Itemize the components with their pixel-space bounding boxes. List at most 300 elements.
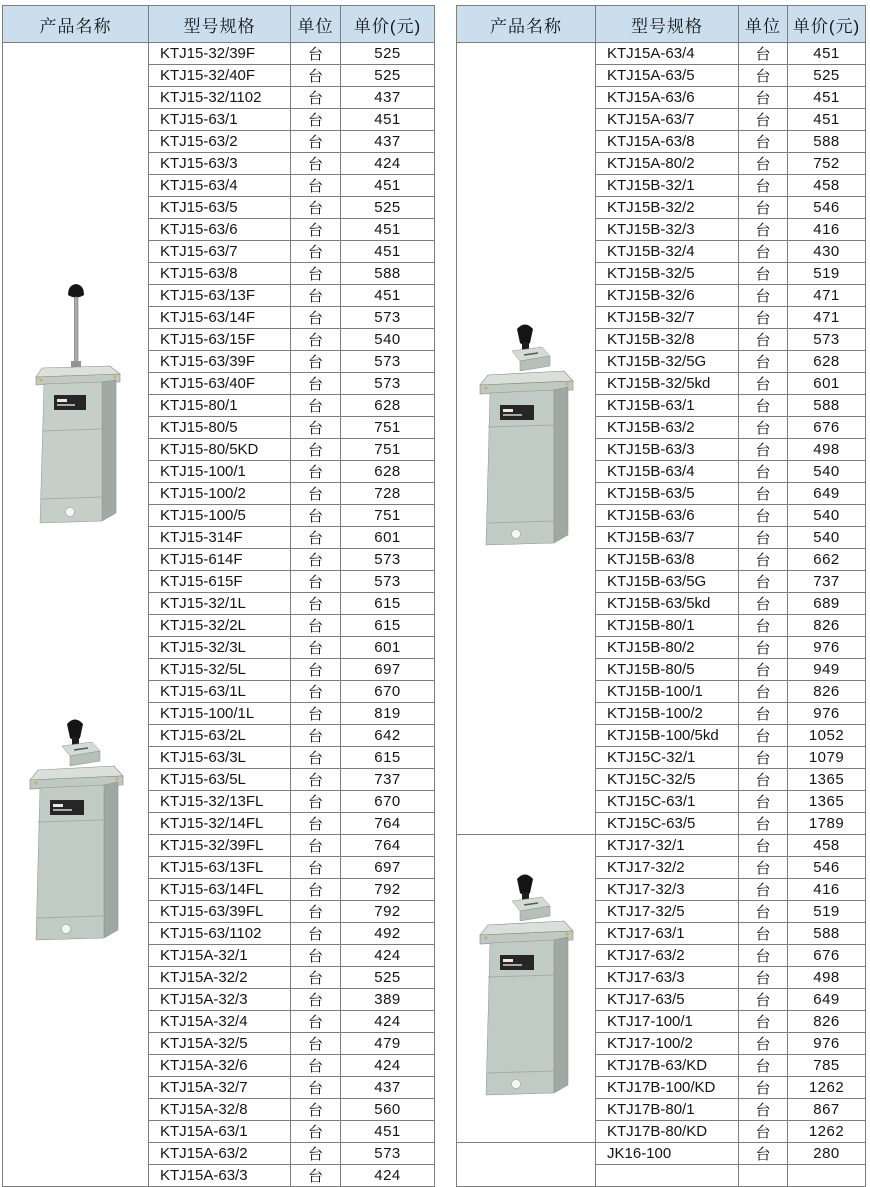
price-cell: 430 xyxy=(788,241,866,263)
unit-cell: 台 xyxy=(291,1121,341,1143)
header-row xyxy=(457,6,866,43)
unit-cell: 台 xyxy=(291,307,341,329)
unit-cell: 台 xyxy=(291,989,341,1011)
unit-cell: 台 xyxy=(739,219,788,241)
model-cell: KTJ15B-63/5 xyxy=(596,483,739,505)
model-cell: KTJ15C-32/1 xyxy=(596,747,739,769)
model-cell: KTJ15-63/2L xyxy=(149,725,291,747)
unit-cell: 台 xyxy=(739,835,788,857)
table-row xyxy=(457,835,866,857)
col-header-unit: 单位 xyxy=(291,6,341,43)
unit-cell: 台 xyxy=(739,857,788,879)
price-cell: 588 xyxy=(788,131,866,153)
price-cell: 451 xyxy=(341,285,435,307)
model-cell: KTJ15-32/1102 xyxy=(149,87,291,109)
model-cell: KTJ17B-100/KD xyxy=(596,1077,739,1099)
lever-knob-icon xyxy=(68,284,84,298)
unit-cell: 台 xyxy=(291,285,341,307)
unit-cell: 台 xyxy=(739,945,788,967)
model-cell: KTJ15-63/13F xyxy=(149,285,291,307)
model-cell: KTJ15B-32/3 xyxy=(596,219,739,241)
price-cell: 751 xyxy=(341,439,435,461)
unit-cell: 台 xyxy=(739,483,788,505)
model-cell: KTJ15B-32/8 xyxy=(596,329,739,351)
price-cell: 540 xyxy=(788,461,866,483)
price-cell: 573 xyxy=(341,571,435,593)
unit-cell: 台 xyxy=(291,945,341,967)
model-cell: KTJ15A-32/2 xyxy=(149,967,291,989)
unit-cell: 台 xyxy=(739,417,788,439)
model-cell: KTJ15-63/14F xyxy=(149,307,291,329)
price-cell: 498 xyxy=(788,967,866,989)
unit-cell: 台 xyxy=(291,637,341,659)
price-cell: 751 xyxy=(341,505,435,527)
unit-cell: 台 xyxy=(739,659,788,681)
price-cell: 280 xyxy=(788,1143,866,1165)
price-cell: 792 xyxy=(341,879,435,901)
model-cell: KTJ15-63/1L xyxy=(149,681,291,703)
price-cell: 697 xyxy=(341,659,435,681)
price-cell: 437 xyxy=(341,1077,435,1099)
price-cell: 752 xyxy=(788,153,866,175)
unit-cell: 台 xyxy=(291,131,341,153)
model-cell: JK16-100 xyxy=(596,1143,739,1165)
unit-cell: 台 xyxy=(739,197,788,219)
price-cell: 546 xyxy=(788,197,866,219)
price-cell: 451 xyxy=(788,43,866,65)
model-cell: KTJ15-614F xyxy=(149,549,291,571)
unit-cell: 台 xyxy=(291,967,341,989)
model-cell: KTJ15A-32/7 xyxy=(149,1077,291,1099)
price-cell: 826 xyxy=(788,681,866,703)
price-cell: 458 xyxy=(788,835,866,857)
model-cell: KTJ15-63/5 xyxy=(149,197,291,219)
unit-cell: 台 xyxy=(291,1055,341,1077)
price-cell: 1365 xyxy=(788,769,866,791)
unit-cell: 台 xyxy=(739,571,788,593)
model-cell: KTJ15C-32/5 xyxy=(596,769,739,791)
price-table-left xyxy=(2,5,435,1187)
unit-cell: 台 xyxy=(291,505,341,527)
price-cell: 540 xyxy=(788,505,866,527)
unit-cell: 台 xyxy=(291,175,341,197)
model-cell: KTJ15-63/3 xyxy=(149,153,291,175)
price-cell: 540 xyxy=(788,527,866,549)
model-cell: KTJ15A-63/6 xyxy=(596,87,739,109)
knob-controller-image xyxy=(476,871,576,1103)
unit-cell: 台 xyxy=(291,703,341,725)
mushroom-knob-icon xyxy=(517,874,533,895)
model-cell: KTJ15-63/4 xyxy=(149,175,291,197)
product-name-cell xyxy=(457,43,596,835)
unit-cell: 台 xyxy=(739,901,788,923)
price-cell: 389 xyxy=(341,989,435,1011)
unit-cell: 台 xyxy=(291,835,341,857)
model-cell: KTJ15-100/2 xyxy=(149,483,291,505)
unit-cell: 台 xyxy=(739,769,788,791)
lever-controller-image xyxy=(28,281,124,531)
unit-cell: 台 xyxy=(739,1121,788,1143)
unit-cell: 台 xyxy=(291,549,341,571)
unit-cell: 台 xyxy=(291,65,341,87)
model-cell: KTJ15B-80/1 xyxy=(596,615,739,637)
unit-cell: 台 xyxy=(291,43,341,65)
model-cell: KTJ15-80/5 xyxy=(149,417,291,439)
unit-cell: 台 xyxy=(291,659,341,681)
model-cell: KTJ15-32/3L xyxy=(149,637,291,659)
price-cell: 471 xyxy=(788,285,866,307)
price-cell: 751 xyxy=(341,417,435,439)
model-cell: KTJ15-63/8 xyxy=(149,263,291,285)
unit-cell: 台 xyxy=(739,285,788,307)
model-cell: KTJ15B-100/2 xyxy=(596,703,739,725)
price-cell: 819 xyxy=(341,703,435,725)
unit-cell: 台 xyxy=(739,241,788,263)
unit-cell: 台 xyxy=(291,395,341,417)
model-cell: KTJ15-63/1102 xyxy=(149,923,291,945)
model-cell: KTJ15B-63/2 xyxy=(596,417,739,439)
col-header-product-name: 产品名称 xyxy=(3,6,149,43)
price-table-right-body xyxy=(457,43,866,1187)
unit-cell: 台 xyxy=(291,725,341,747)
price-cell: 424 xyxy=(341,1165,435,1187)
price-cell: 416 xyxy=(788,879,866,901)
price-cell: 976 xyxy=(788,703,866,725)
product-photo-stack xyxy=(26,281,126,948)
unit-cell: 台 xyxy=(739,549,788,571)
model-cell: KTJ15-63/2 xyxy=(149,131,291,153)
knob-controller-image xyxy=(476,321,576,553)
unit-cell: 台 xyxy=(739,43,788,65)
model-cell: KTJ15B-80/2 xyxy=(596,637,739,659)
unit-cell: 台 xyxy=(739,1033,788,1055)
unit-cell: 台 xyxy=(291,813,341,835)
price-cell: 588 xyxy=(788,923,866,945)
price-cell: 826 xyxy=(788,615,866,637)
model-cell: KTJ15B-63/8 xyxy=(596,549,739,571)
price-cell: 525 xyxy=(341,43,435,65)
unit-cell: 台 xyxy=(739,87,788,109)
model-cell: KTJ15B-100/1 xyxy=(596,681,739,703)
price-cell: 492 xyxy=(341,923,435,945)
price-cell: 615 xyxy=(341,747,435,769)
price-cell: 1052 xyxy=(788,725,866,747)
model-cell: KTJ15-80/5KD xyxy=(149,439,291,461)
unit-cell: 台 xyxy=(291,923,341,945)
unit-cell: 台 xyxy=(739,593,788,615)
unit-cell: 台 xyxy=(739,1099,788,1121)
model-cell: KTJ15-32/5L xyxy=(149,659,291,681)
model-cell: KTJ15C-63/1 xyxy=(596,791,739,813)
price-cell: 785 xyxy=(788,1055,866,1077)
col-header-product-name: 产品名称 xyxy=(457,6,596,43)
price-cell: 573 xyxy=(341,307,435,329)
price-cell: 458 xyxy=(788,175,866,197)
price-table-left-body xyxy=(3,43,435,1187)
model-cell: KTJ15A-63/2 xyxy=(149,1143,291,1165)
product-photo-stack xyxy=(476,871,576,1103)
model-cell: KTJ15-63/6 xyxy=(149,219,291,241)
price-cell: 676 xyxy=(788,945,866,967)
unit-cell: 台 xyxy=(291,769,341,791)
unit-cell: 台 xyxy=(291,263,341,285)
col-header-unit-price: 单价(元) xyxy=(788,6,866,43)
price-cell: 601 xyxy=(341,637,435,659)
unit-cell: 台 xyxy=(291,197,341,219)
unit-cell: 台 xyxy=(291,109,341,131)
model-cell: KTJ15-80/1 xyxy=(149,395,291,417)
header-row xyxy=(3,6,435,43)
model-cell: KTJ15-100/1 xyxy=(149,461,291,483)
unit-cell: 台 xyxy=(739,1011,788,1033)
price-cell: 628 xyxy=(341,395,435,417)
product-name-cell xyxy=(457,835,596,1143)
model-cell: KTJ15A-63/1 xyxy=(149,1121,291,1143)
model-cell: KTJ17-32/5 xyxy=(596,901,739,923)
price-cell: 424 xyxy=(341,1055,435,1077)
model-cell: KTJ15B-32/1 xyxy=(596,175,739,197)
price-cell: 792 xyxy=(341,901,435,923)
model-cell: KTJ15B-63/4 xyxy=(596,461,739,483)
price-cell: 628 xyxy=(341,461,435,483)
unit-cell: 台 xyxy=(291,1011,341,1033)
price-cell: 437 xyxy=(341,87,435,109)
unit-cell: 台 xyxy=(291,615,341,637)
unit-cell: 台 xyxy=(291,329,341,351)
price-cell: 1789 xyxy=(788,813,866,835)
unit-cell: 台 xyxy=(739,923,788,945)
model-cell: KTJ15-63/39F xyxy=(149,351,291,373)
unit-cell: 台 xyxy=(291,879,341,901)
unit-cell: 台 xyxy=(739,505,788,527)
unit-cell: 台 xyxy=(739,1055,788,1077)
model-cell: KTJ15-32/40F xyxy=(149,65,291,87)
unit-cell: 台 xyxy=(291,241,341,263)
price-cell: 728 xyxy=(341,483,435,505)
price-cell: 451 xyxy=(341,219,435,241)
col-header-model-spec: 型号规格 xyxy=(596,6,739,43)
unit-cell: 台 xyxy=(739,395,788,417)
price-cell: 1365 xyxy=(788,791,866,813)
product-name-cell xyxy=(457,1143,596,1187)
price-cell: 676 xyxy=(788,417,866,439)
price-cell: 416 xyxy=(788,219,866,241)
model-cell: KTJ17-63/1 xyxy=(596,923,739,945)
price-cell: 697 xyxy=(341,857,435,879)
unit-cell: 台 xyxy=(739,681,788,703)
price-cell: 560 xyxy=(341,1099,435,1121)
price-cell: 764 xyxy=(341,835,435,857)
unit-cell: 台 xyxy=(739,65,788,87)
table-row xyxy=(457,43,866,65)
price-cell: 451 xyxy=(341,241,435,263)
price-cell: 588 xyxy=(788,395,866,417)
unit-cell: 台 xyxy=(291,483,341,505)
unit-cell: 台 xyxy=(739,461,788,483)
model-cell: KTJ17-100/1 xyxy=(596,1011,739,1033)
price-cell: 573 xyxy=(341,351,435,373)
model-cell: KTJ15-100/5 xyxy=(149,505,291,527)
col-header-unit-price: 单价(元) xyxy=(341,6,435,43)
unit-cell: 台 xyxy=(291,373,341,395)
price-cell: 826 xyxy=(788,1011,866,1033)
price-cell: 1262 xyxy=(788,1077,866,1099)
mushroom-knob-icon xyxy=(67,720,83,741)
price-cell: 573 xyxy=(341,549,435,571)
unit-cell: 台 xyxy=(291,1143,341,1165)
model-cell: KTJ15B-63/6 xyxy=(596,505,739,527)
price-cell: 949 xyxy=(788,659,866,681)
price-cell: 451 xyxy=(341,109,435,131)
mushroom-knob-icon xyxy=(517,324,533,345)
model-cell: KTJ15B-32/7 xyxy=(596,307,739,329)
price-cell: 867 xyxy=(788,1099,866,1121)
unit-cell: 台 xyxy=(291,417,341,439)
model-cell: KTJ15A-80/2 xyxy=(596,153,739,175)
model-cell: KTJ15A-32/1 xyxy=(149,945,291,967)
model-cell: KTJ15-314F xyxy=(149,527,291,549)
model-cell: KTJ15B-63/7 xyxy=(596,527,739,549)
model-cell: KTJ17B-80/1 xyxy=(596,1099,739,1121)
unit-cell: 台 xyxy=(291,87,341,109)
unit-cell: 台 xyxy=(739,329,788,351)
model-cell: KTJ15-63/3L xyxy=(149,747,291,769)
unit-cell: 台 xyxy=(291,153,341,175)
price-cell: 525 xyxy=(341,967,435,989)
model-cell: KTJ15B-63/5G xyxy=(596,571,739,593)
model-cell: KTJ15B-63/5kd xyxy=(596,593,739,615)
model-cell: KTJ15-63/40F xyxy=(149,373,291,395)
model-cell: KTJ15A-32/6 xyxy=(149,1055,291,1077)
unit-cell: 台 xyxy=(739,439,788,461)
table-row xyxy=(3,43,435,65)
unit-cell: 台 xyxy=(739,109,788,131)
unit-cell: 台 xyxy=(291,527,341,549)
price-cell: 628 xyxy=(788,351,866,373)
unit-cell: 台 xyxy=(291,747,341,769)
model-cell: KTJ15B-80/5 xyxy=(596,659,739,681)
price-cell: 649 xyxy=(788,989,866,1011)
model-cell: KTJ17-63/5 xyxy=(596,989,739,1011)
unit-cell: 台 xyxy=(739,351,788,373)
price-cell: 519 xyxy=(788,901,866,923)
unit-cell: 台 xyxy=(291,791,341,813)
model-cell: KTJ15B-32/5 xyxy=(596,263,739,285)
model-cell: KTJ17B-63/KD xyxy=(596,1055,739,1077)
model-cell: KTJ15-63/5L xyxy=(149,769,291,791)
table-row xyxy=(457,1143,866,1165)
price-table-right xyxy=(456,5,866,1187)
unit-cell: 台 xyxy=(291,901,341,923)
model-cell: KTJ15B-32/6 xyxy=(596,285,739,307)
price-cell: 649 xyxy=(788,483,866,505)
price-cell: 424 xyxy=(341,1011,435,1033)
model-cell: KTJ15B-32/5G xyxy=(596,351,739,373)
model-cell: KTJ15B-100/5kd xyxy=(596,725,739,747)
price-cell: 737 xyxy=(788,571,866,593)
model-cell: KTJ15A-32/8 xyxy=(149,1099,291,1121)
model-cell: KTJ17-63/3 xyxy=(596,967,739,989)
price-cell xyxy=(788,1165,866,1187)
price-cell: 689 xyxy=(788,593,866,615)
price-cell: 573 xyxy=(341,373,435,395)
unit-cell: 台 xyxy=(291,593,341,615)
price-cell: 976 xyxy=(788,637,866,659)
model-cell: KTJ17-63/2 xyxy=(596,945,739,967)
price-cell: 479 xyxy=(341,1033,435,1055)
product-photo-stack xyxy=(476,321,576,553)
unit-cell: 台 xyxy=(291,681,341,703)
price-cell: 424 xyxy=(341,153,435,175)
price-cell: 662 xyxy=(788,549,866,571)
unit-cell: 台 xyxy=(739,703,788,725)
price-cell: 471 xyxy=(788,307,866,329)
col-header-model-spec: 型号规格 xyxy=(149,6,291,43)
model-cell: KTJ15-32/39F xyxy=(149,43,291,65)
price-cell: 642 xyxy=(341,725,435,747)
price-cell: 1079 xyxy=(788,747,866,769)
unit-cell: 台 xyxy=(291,439,341,461)
price-cell: 601 xyxy=(341,527,435,549)
unit-cell: 台 xyxy=(739,263,788,285)
price-cell: 525 xyxy=(341,65,435,87)
unit-cell: 台 xyxy=(291,857,341,879)
model-cell: KTJ15A-63/8 xyxy=(596,131,739,153)
price-cell: 573 xyxy=(341,1143,435,1165)
unit-cell: 台 xyxy=(291,1077,341,1099)
unit-cell: 台 xyxy=(739,527,788,549)
price-cell: 451 xyxy=(788,109,866,131)
model-cell: KTJ15-32/1L xyxy=(149,593,291,615)
model-cell: KTJ15-32/2L xyxy=(149,615,291,637)
model-cell: KTJ15C-63/5 xyxy=(596,813,739,835)
model-cell: KTJ17-100/2 xyxy=(596,1033,739,1055)
model-cell: KTJ15A-32/3 xyxy=(149,989,291,1011)
price-cell: 588 xyxy=(341,263,435,285)
price-cell: 601 xyxy=(788,373,866,395)
unit-cell: 台 xyxy=(739,1143,788,1165)
unit-cell: 台 xyxy=(739,153,788,175)
unit-cell: 台 xyxy=(739,637,788,659)
price-cell: 615 xyxy=(341,615,435,637)
col-header-unit: 单位 xyxy=(739,6,788,43)
model-cell: KTJ15A-63/3 xyxy=(149,1165,291,1187)
model-cell: KTJ17B-80/KD xyxy=(596,1121,739,1143)
model-cell: KTJ15-63/14FL xyxy=(149,879,291,901)
model-cell: KTJ15A-63/4 xyxy=(596,43,739,65)
price-cell: 451 xyxy=(788,87,866,109)
model-cell: KTJ15B-63/3 xyxy=(596,439,739,461)
model-cell: KTJ15-32/13FL xyxy=(149,791,291,813)
price-cell: 498 xyxy=(788,439,866,461)
price-cell: 976 xyxy=(788,1033,866,1055)
model-cell: KTJ15-63/39FL xyxy=(149,901,291,923)
price-cell: 525 xyxy=(341,197,435,219)
unit-cell: 台 xyxy=(739,725,788,747)
unit-cell: 台 xyxy=(291,1165,341,1187)
price-cell: 546 xyxy=(788,857,866,879)
unit-cell: 台 xyxy=(739,373,788,395)
unit-cell: 台 xyxy=(739,989,788,1011)
model-cell xyxy=(596,1165,739,1187)
unit-cell: 台 xyxy=(291,1033,341,1055)
unit-cell: 台 xyxy=(291,219,341,241)
model-cell: KTJ15-32/14FL xyxy=(149,813,291,835)
price-cell: 424 xyxy=(341,945,435,967)
unit-cell: 台 xyxy=(739,747,788,769)
price-cell: 1262 xyxy=(788,1121,866,1143)
unit-cell: 台 xyxy=(291,571,341,593)
